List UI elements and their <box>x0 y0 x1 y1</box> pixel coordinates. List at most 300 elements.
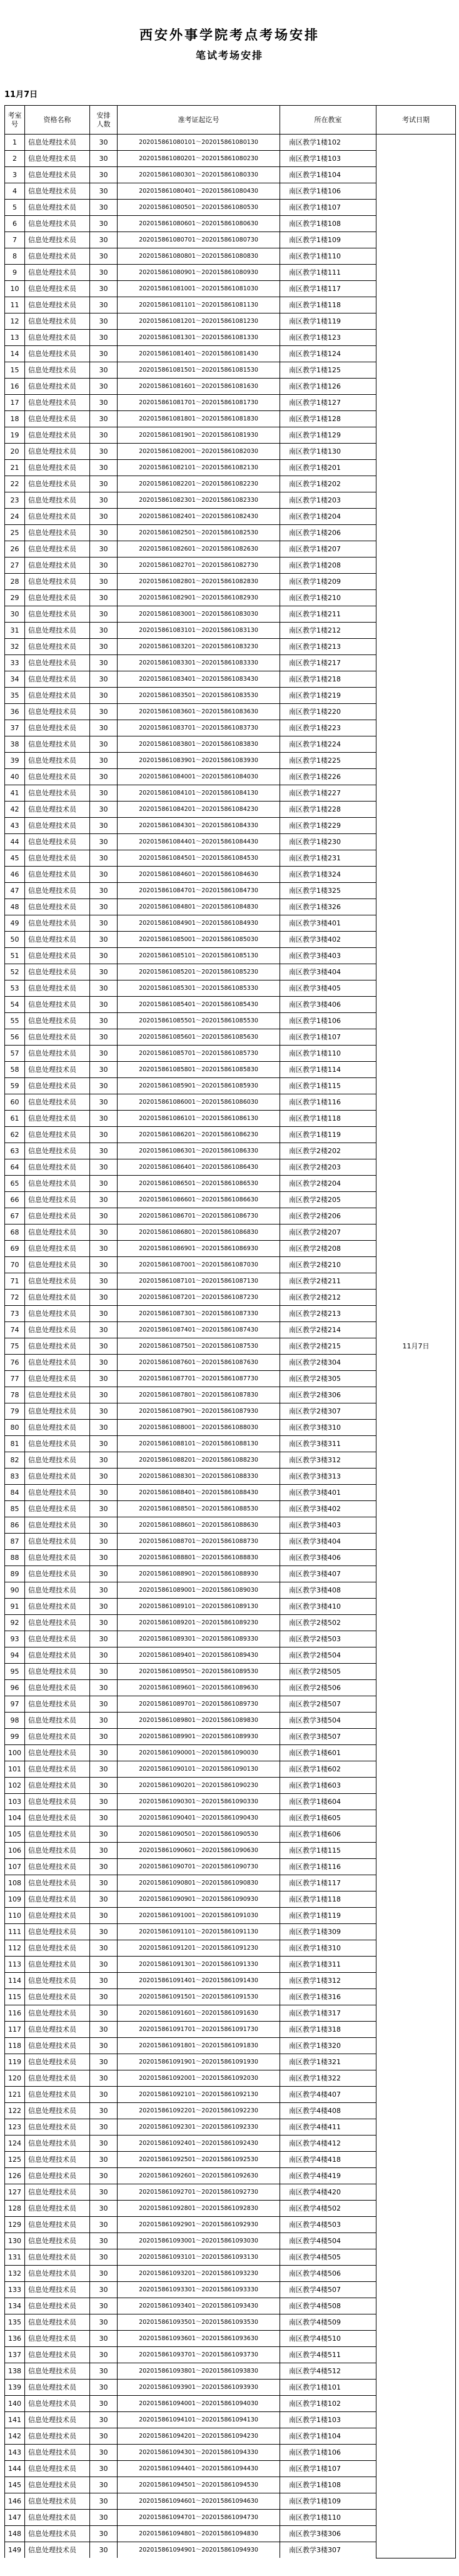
exam-room-number: 147 <box>5 2510 25 2526</box>
ticket-range: 202015861092001～202015861092030 <box>118 2070 280 2087</box>
exam-room-number: 122 <box>5 2103 25 2119</box>
qualification-name: 信息处理技术员 <box>25 639 90 655</box>
ticket-range: 202015861083901～202015861083930 <box>118 753 280 769</box>
headcount: 30 <box>90 2493 118 2510</box>
ticket-range: 202015861091001～202015861091030 <box>118 1908 280 1924</box>
qualification-name: 信息处理技术员 <box>25 980 90 997</box>
headcount: 30 <box>90 2396 118 2412</box>
exam-room-number: 80 <box>5 1420 25 1436</box>
ticket-range: 202015861093401～202015861093430 <box>118 2298 280 2314</box>
headcount: 30 <box>90 1111 118 1127</box>
classroom: 南区教学1楼116 <box>280 1094 376 1111</box>
qualification-name: 信息处理技术员 <box>25 1875 90 1891</box>
headcount: 30 <box>90 1664 118 1680</box>
classroom: 南区教学1楼114 <box>280 1062 376 1078</box>
qualification-name: 信息处理技术员 <box>25 444 90 460</box>
headcount: 30 <box>90 1745 118 1761</box>
exam-room-number: 34 <box>5 671 25 688</box>
ticket-range: 202015861089801～202015861089830 <box>118 1713 280 1729</box>
headcount: 30 <box>90 1029 118 1046</box>
exam-room-number: 115 <box>5 1989 25 2005</box>
headcount: 30 <box>90 1599 118 1615</box>
headcount: 30 <box>90 899 118 915</box>
qualification-name: 信息处理技术员 <box>25 216 90 232</box>
headcount: 30 <box>90 2005 118 2022</box>
classroom: 南区教学2楼507 <box>280 1696 376 1713</box>
qualification-name: 信息处理技术员 <box>25 281 90 297</box>
classroom: 南区教学1楼207 <box>280 541 376 557</box>
exam-room-number: 103 <box>5 1794 25 1810</box>
ticket-range: 202015861083701～202015861083730 <box>118 720 280 736</box>
exam-room-number: 135 <box>5 2314 25 2331</box>
classroom: 南区教学3楼406 <box>280 1550 376 1566</box>
headcount: 30 <box>90 492 118 509</box>
exam-room-number: 82 <box>5 1452 25 1469</box>
exam-room-number: 146 <box>5 2493 25 2510</box>
qualification-name: 信息处理技术员 <box>25 623 90 639</box>
classroom: 南区教学1楼208 <box>280 557 376 574</box>
qualification-name: 信息处理技术员 <box>25 1550 90 1566</box>
headcount: 30 <box>90 1859 118 1875</box>
headcount: 30 <box>90 1647 118 1664</box>
qualification-name: 信息处理技术员 <box>25 997 90 1013</box>
exam-room-number: 50 <box>5 932 25 948</box>
ticket-range: 202015861084401～202015861084430 <box>118 834 280 850</box>
ticket-range: 202015861086701～202015861086730 <box>118 1208 280 1224</box>
qualification-name: 信息处理技术员 <box>25 2380 90 2396</box>
exam-room-number: 21 <box>5 460 25 476</box>
headcount: 30 <box>90 2168 118 2184</box>
classroom: 南区教学1楼118 <box>280 1111 376 1127</box>
headcount: 30 <box>90 2249 118 2266</box>
ticket-range: 202015861081601～202015861081630 <box>118 379 280 395</box>
ticket-range: 202015861085501～202015861085530 <box>118 1013 280 1029</box>
classroom: 南区教学3楼408 <box>280 1582 376 1599</box>
ticket-range: 202015861093801～202015861093830 <box>118 2363 280 2380</box>
ticket-range: 202015861094701～202015861094730 <box>118 2510 280 2526</box>
qualification-name: 信息处理技术员 <box>25 2103 90 2119</box>
ticket-range: 202015861086001～202015861086030 <box>118 1094 280 1111</box>
exam-room-number: 142 <box>5 2428 25 2445</box>
ticket-range: 202015861084501～202015861084530 <box>118 850 280 867</box>
headcount: 30 <box>90 1143 118 1159</box>
page-subtitle: 笔试考场安排 <box>195 49 263 61</box>
exam-room-number: 78 <box>5 1387 25 1403</box>
exam-room-number: 74 <box>5 1322 25 1338</box>
classroom: 南区教学1楼126 <box>280 379 376 395</box>
ticket-range: 202015861091801～202015861091830 <box>118 2038 280 2054</box>
qualification-name: 信息处理技术员 <box>25 883 90 899</box>
classroom: 南区教学1楼102 <box>280 135 376 151</box>
headcount: 30 <box>90 1908 118 1924</box>
qualification-name: 信息处理技术员 <box>25 411 90 427</box>
classroom: 南区教学1楼103 <box>280 151 376 167</box>
ticket-range: 202015861083801～202015861083830 <box>118 736 280 753</box>
qualification-name: 信息处理技术员 <box>25 2461 90 2477</box>
ticket-range: 202015861082301～202015861082330 <box>118 492 280 509</box>
exam-room-number: 42 <box>5 802 25 818</box>
headcount: 30 <box>90 948 118 964</box>
qualification-name: 信息处理技术员 <box>25 2136 90 2152</box>
classroom: 南区教学1楼117 <box>280 281 376 297</box>
exam-room-number: 126 <box>5 2168 25 2184</box>
headcount: 30 <box>90 395 118 411</box>
ticket-range: 202015861093201～202015861093230 <box>118 2266 280 2282</box>
classroom: 南区教学1楼102 <box>280 2396 376 2412</box>
headcount: 30 <box>90 362 118 379</box>
classroom: 南区教学1楼125 <box>280 362 376 379</box>
classroom: 南区教学1楼219 <box>280 688 376 704</box>
classroom: 南区教学1楼118 <box>280 297 376 313</box>
exam-room-number: 105 <box>5 1826 25 1843</box>
classroom: 南区教学3楼313 <box>280 1469 376 1485</box>
qualification-name: 信息处理技术员 <box>25 476 90 492</box>
exam-room-number: 35 <box>5 688 25 704</box>
classroom: 南区教学4楼510 <box>280 2331 376 2347</box>
qualification-name: 信息处理技术员 <box>25 1046 90 1062</box>
qualification-name: 信息处理技术员 <box>25 802 90 818</box>
ticket-range: 202015861090201～202015861090230 <box>118 1778 280 1794</box>
ticket-range: 202015861081501～202015861081530 <box>118 362 280 379</box>
classroom: 南区教学2楼202 <box>280 1143 376 1159</box>
qualification-name: 信息处理技术员 <box>25 1078 90 1094</box>
ticket-range: 202015861092801～202015861092830 <box>118 2201 280 2217</box>
qualification-name: 信息处理技术员 <box>25 395 90 411</box>
exam-room-number: 29 <box>5 590 25 606</box>
headcount: 30 <box>90 1046 118 1062</box>
exam-room-number: 61 <box>5 1111 25 1127</box>
exam-room-number: 99 <box>5 1729 25 1745</box>
ticket-range: 202015861084801～202015861084830 <box>118 899 280 915</box>
headcount: 30 <box>90 2136 118 2152</box>
exam-room-number: 95 <box>5 1664 25 1680</box>
ticket-range: 202015861089001～202015861089030 <box>118 1582 280 1599</box>
classroom: 南区教学1楼211 <box>280 606 376 623</box>
ticket-range: 202015861088201～202015861088230 <box>118 1452 280 1469</box>
headcount: 30 <box>90 509 118 525</box>
ticket-range: 202015861089401～202015861089430 <box>118 1647 280 1664</box>
table-header-row <box>5 106 456 135</box>
ticket-range: 202015861092701～202015861092730 <box>118 2184 280 2201</box>
qualification-name: 信息处理技术员 <box>25 769 90 785</box>
ticket-range: 202015861090301～202015861090330 <box>118 1794 280 1810</box>
qualification-name: 信息处理技术员 <box>25 460 90 476</box>
qualification-name: 信息处理技术员 <box>25 1290 90 1306</box>
qualification-name: 信息处理技术员 <box>25 1338 90 1355</box>
ticket-range: 202015861085401～202015861085430 <box>118 997 280 1013</box>
qualification-name: 信息处理技术员 <box>25 297 90 313</box>
exam-room-number: 109 <box>5 1891 25 1908</box>
classroom: 南区教学3楼404 <box>280 964 376 980</box>
qualification-name: 信息处理技术员 <box>25 1729 90 1745</box>
qualification-name: 信息处理技术员 <box>25 2184 90 2201</box>
ticket-range: 202015861088501～202015861088530 <box>118 1501 280 1517</box>
ticket-range: 202015861091901～202015861091930 <box>118 2054 280 2070</box>
ticket-range: 202015861082501～202015861082530 <box>118 525 280 541</box>
qualification-name: 信息处理技术员 <box>25 1989 90 2005</box>
ticket-range: 202015861080401～202015861080430 <box>118 183 280 200</box>
classroom: 南区教学2楼504 <box>280 1647 376 1664</box>
headcount: 30 <box>90 1778 118 1794</box>
ticket-range: 202015861080201～202015861080230 <box>118 151 280 167</box>
exam-room-number: 117 <box>5 2022 25 2038</box>
exam-room-number: 19 <box>5 427 25 444</box>
qualification-name: 信息处理技术员 <box>25 1403 90 1420</box>
exam-schedule-table <box>4 105 456 2558</box>
qualification-name: 信息处理技术员 <box>25 2249 90 2266</box>
classroom: 南区教学1楼106 <box>280 2445 376 2461</box>
classroom: 南区教学1楼227 <box>280 785 376 802</box>
ticket-range: 202015861088101～202015861088130 <box>118 1436 280 1452</box>
qualification-name: 信息处理技术员 <box>25 183 90 200</box>
qualification-name: 信息处理技术员 <box>25 200 90 216</box>
exam-room-number: 77 <box>5 1371 25 1387</box>
classroom: 南区教学2楼208 <box>280 1241 376 1257</box>
qualification-name: 信息处理技术员 <box>25 492 90 509</box>
ticket-range: 202015861086201～202015861086230 <box>118 1127 280 1143</box>
headcount: 30 <box>90 1810 118 1826</box>
exam-room-number: 43 <box>5 818 25 834</box>
qualification-name: 信息处理技术员 <box>25 1257 90 1273</box>
ticket-range: 202015861087701～202015861087730 <box>118 1371 280 1387</box>
headcount: 30 <box>90 1501 118 1517</box>
ticket-range: 202015861088601～202015861088630 <box>118 1517 280 1534</box>
classroom: 南区教学1楼127 <box>280 395 376 411</box>
ticket-range: 202015861081901～202015861081930 <box>118 427 280 444</box>
headcount: 30 <box>90 232 118 248</box>
ticket-range: 202015861083001～202015861083030 <box>118 606 280 623</box>
qualification-name: 信息处理技术员 <box>25 2412 90 2428</box>
ticket-range: 202015861090601～202015861090630 <box>118 1843 280 1859</box>
exam-room-number: 9 <box>5 265 25 281</box>
exam-room-number: 138 <box>5 2363 25 2380</box>
ticket-range: 202015861088001～202015861088030 <box>118 1420 280 1436</box>
headcount: 30 <box>90 769 118 785</box>
classroom: 南区教学1楼103 <box>280 2412 376 2428</box>
headcount: 30 <box>90 2038 118 2054</box>
ticket-range: 202015861094601～202015861094630 <box>118 2493 280 2510</box>
qualification-name: 信息处理技术员 <box>25 557 90 574</box>
headcount: 30 <box>90 2314 118 2331</box>
qualification-name: 信息处理技术员 <box>25 1566 90 1582</box>
headcount: 30 <box>90 1875 118 1891</box>
ticket-range: 202015861092901～202015861092930 <box>118 2217 280 2233</box>
exam-room-number: 22 <box>5 476 25 492</box>
ticket-range: 202015861084001～202015861084030 <box>118 769 280 785</box>
classroom: 南区教学3楼402 <box>280 932 376 948</box>
classroom: 南区教学4楼418 <box>280 2152 376 2168</box>
ticket-range: 202015861087001～202015861087030 <box>118 1257 280 1273</box>
classroom: 南区教学3楼403 <box>280 948 376 964</box>
ticket-range: 202015861088701～202015861088730 <box>118 1534 280 1550</box>
exam-room-number: 133 <box>5 2282 25 2298</box>
classroom: 南区教学4楼502 <box>280 2201 376 2217</box>
classroom: 南区教学1楼203 <box>280 492 376 509</box>
ticket-range: 202015861087601～202015861087630 <box>118 1355 280 1371</box>
qualification-name: 信息处理技术员 <box>25 2298 90 2314</box>
ticket-range: 202015861086301～202015861086330 <box>118 1143 280 1159</box>
ticket-range: 202015861094901～202015861094930 <box>118 2542 280 2558</box>
classroom: 南区教学2楼214 <box>280 1322 376 1338</box>
exam-room-number: 25 <box>5 525 25 541</box>
qualification-name: 信息处理技术员 <box>25 1843 90 1859</box>
qualification-name: 信息处理技术员 <box>25 850 90 867</box>
exam-room-number: 91 <box>5 1599 25 1615</box>
ticket-range: 202015861082401～202015861082430 <box>118 509 280 525</box>
qualification-name: 信息处理技术员 <box>25 915 90 932</box>
ticket-range: 202015861080901～202015861080930 <box>118 265 280 281</box>
classroom: 南区教学1楼116 <box>280 1859 376 1875</box>
headcount: 30 <box>90 525 118 541</box>
header-ticket-range: 准考证起讫号 <box>118 106 280 135</box>
classroom: 南区教学1楼312 <box>280 1973 376 1989</box>
headcount: 30 <box>90 932 118 948</box>
ticket-range: 202015861092201～202015861092230 <box>118 2103 280 2119</box>
ticket-range: 202015861086901～202015861086930 <box>118 1241 280 1257</box>
qualification-name: 信息处理技术员 <box>25 1957 90 1973</box>
headcount: 30 <box>90 427 118 444</box>
exam-room-number: 130 <box>5 2233 25 2249</box>
qualification-name: 信息处理技术员 <box>25 2282 90 2298</box>
exam-room-number: 123 <box>5 2119 25 2136</box>
ticket-range: 202015861094201～202015861094230 <box>118 2428 280 2445</box>
ticket-range: 202015861080501～202015861080530 <box>118 200 280 216</box>
exam-room-number: 58 <box>5 1062 25 1078</box>
headcount: 30 <box>90 1452 118 1469</box>
qualification-name: 信息处理技术员 <box>25 1094 90 1111</box>
exam-room-number: 1 <box>5 135 25 151</box>
headcount: 30 <box>90 216 118 232</box>
headcount: 30 <box>90 883 118 899</box>
qualification-name: 信息处理技术员 <box>25 248 90 265</box>
exam-room-number: 112 <box>5 1940 25 1957</box>
qualification-name: 信息处理技术员 <box>25 1485 90 1501</box>
qualification-name: 信息处理技术员 <box>25 720 90 736</box>
classroom: 南区教学1楼107 <box>280 2461 376 2477</box>
ticket-range: 202015861081701～202015861081730 <box>118 395 280 411</box>
classroom: 南区教学4楼512 <box>280 2363 376 2380</box>
headcount: 30 <box>90 1208 118 1224</box>
qualification-name: 信息处理技术员 <box>25 2493 90 2510</box>
qualification-name: 信息处理技术员 <box>25 541 90 557</box>
ticket-range: 202015861088401～202015861088430 <box>118 1485 280 1501</box>
qualification-name: 信息处理技术员 <box>25 1891 90 1908</box>
exam-room-number: 127 <box>5 2184 25 2201</box>
classroom: 南区教学1楼229 <box>280 818 376 834</box>
ticket-range: 202015861090101～202015861090130 <box>118 1761 280 1778</box>
ticket-range: 202015861092501～202015861092530 <box>118 2152 280 2168</box>
exam-date-cell: 11月7日 <box>376 135 456 2558</box>
ticket-range: 202015861082001～202015861082030 <box>118 444 280 460</box>
qualification-name: 信息处理技术员 <box>25 574 90 590</box>
headcount: 30 <box>90 557 118 574</box>
qualification-name: 信息处理技术员 <box>25 1469 90 1485</box>
exam-room-number: 68 <box>5 1224 25 1241</box>
exam-room-number: 46 <box>5 867 25 883</box>
headcount: 30 <box>90 736 118 753</box>
classroom: 南区教学4楼420 <box>280 2184 376 2201</box>
qualification-name: 信息处理技术员 <box>25 1680 90 1696</box>
qualification-name: 信息处理技术员 <box>25 899 90 915</box>
exam-room-number: 85 <box>5 1501 25 1517</box>
exam-room-number: 125 <box>5 2152 25 2168</box>
exam-room-number: 149 <box>5 2542 25 2558</box>
exam-room-number: 10 <box>5 281 25 297</box>
classroom: 南区教学1楼325 <box>280 883 376 899</box>
qualification-name: 信息处理技术员 <box>25 1420 90 1436</box>
qualification-name: 信息处理技术员 <box>25 2477 90 2493</box>
qualification-name: 信息处理技术员 <box>25 1355 90 1371</box>
exam-room-number: 124 <box>5 2136 25 2152</box>
exam-room-number: 79 <box>5 1403 25 1420</box>
exam-room-number: 41 <box>5 785 25 802</box>
exam-room-number: 120 <box>5 2070 25 2087</box>
qualification-name: 信息处理技术员 <box>25 1013 90 1029</box>
headcount: 30 <box>90 818 118 834</box>
exam-room-number: 143 <box>5 2445 25 2461</box>
exam-room-number: 84 <box>5 1485 25 1501</box>
qualification-name: 信息处理技术员 <box>25 1062 90 1078</box>
headcount: 30 <box>90 2217 118 2233</box>
ticket-range: 202015861087801～202015861087830 <box>118 1387 280 1403</box>
exam-room-number: 134 <box>5 2298 25 2314</box>
classroom: 南区教学1楼225 <box>280 753 376 769</box>
headcount: 30 <box>90 1078 118 1094</box>
headcount: 30 <box>90 1013 118 1029</box>
classroom: 南区教学2楼213 <box>280 1306 376 1322</box>
headcount: 30 <box>90 1290 118 1306</box>
headcount: 30 <box>90 2331 118 2347</box>
ticket-range: 202015861082101～202015861082130 <box>118 460 280 476</box>
classroom: 南区教学1楼311 <box>280 1957 376 1973</box>
qualification-name: 信息处理技术员 <box>25 1973 90 1989</box>
headcount: 30 <box>90 183 118 200</box>
header-headcount: 安排 人数 <box>90 106 118 135</box>
headcount: 30 <box>90 1306 118 1322</box>
exam-room-number: 75 <box>5 1338 25 1355</box>
exam-room-number: 132 <box>5 2266 25 2282</box>
classroom: 南区教学3楼404 <box>280 1534 376 1550</box>
qualification-name: 信息处理技术员 <box>25 785 90 802</box>
exam-room-number: 128 <box>5 2201 25 2217</box>
exam-room-number: 26 <box>5 541 25 557</box>
classroom: 南区教学1楼606 <box>280 1826 376 1843</box>
exam-room-number: 37 <box>5 720 25 736</box>
exam-room-number: 111 <box>5 1924 25 1940</box>
headcount: 30 <box>90 2445 118 2461</box>
exam-room-number: 67 <box>5 1208 25 1224</box>
qualification-name: 信息处理技术员 <box>25 509 90 525</box>
qualification-name: 信息处理技术员 <box>25 135 90 151</box>
ticket-range: 202015861094801～202015861094830 <box>118 2526 280 2542</box>
page-title: 西安外事学院考点考场安排 <box>139 27 320 43</box>
classroom: 南区教学1楼230 <box>280 834 376 850</box>
headcount: 30 <box>90 1094 118 1111</box>
qualification-name: 信息处理技术员 <box>25 834 90 850</box>
classroom: 南区教学2楼203 <box>280 1159 376 1176</box>
headcount: 30 <box>90 135 118 151</box>
ticket-range: 202015861085601～202015861085630 <box>118 1029 280 1046</box>
classroom: 南区教学3楼401 <box>280 1485 376 1501</box>
exam-room-number: 60 <box>5 1094 25 1111</box>
classroom: 南区教学1楼218 <box>280 671 376 688</box>
exam-room-number: 49 <box>5 915 25 932</box>
classroom: 南区教学1楼202 <box>280 476 376 492</box>
exam-room-number: 136 <box>5 2331 25 2347</box>
headcount: 30 <box>90 1338 118 1355</box>
qualification-name: 信息处理技术员 <box>25 2022 90 2038</box>
headcount: 30 <box>90 2461 118 2477</box>
